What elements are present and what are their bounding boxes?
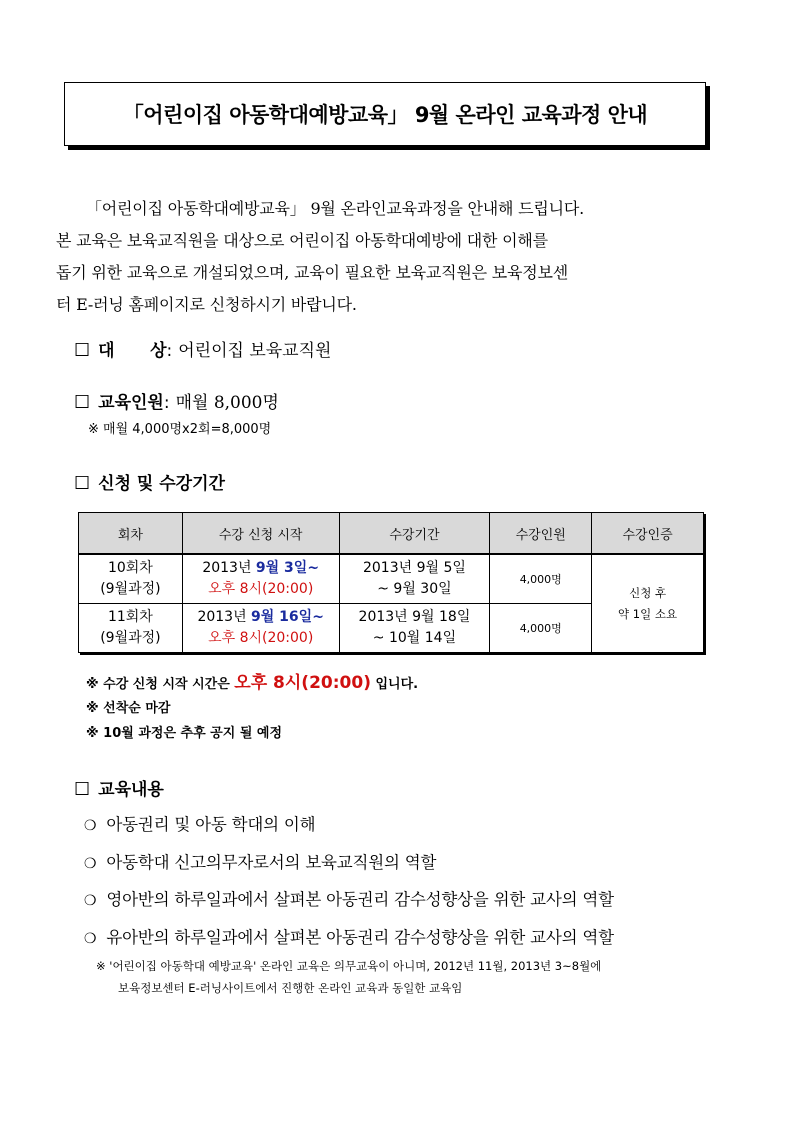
period-line1: 2013년 9월 18일 bbox=[358, 609, 471, 625]
list-item bbox=[84, 811, 315, 835]
count-cell: 4,000명 bbox=[490, 554, 592, 604]
content-item: 아동권리 및 아동 학대의 이해 bbox=[106, 815, 316, 834]
start-time: 오후 8시(20:00) bbox=[208, 581, 314, 597]
target-section bbox=[74, 336, 331, 361]
checkbox-icon: ☐ bbox=[74, 392, 91, 413]
capacity-section bbox=[74, 388, 279, 413]
round-cell bbox=[79, 554, 183, 604]
round-course: (9월과정) bbox=[100, 630, 161, 646]
checkbox-icon: ☐ bbox=[74, 340, 91, 361]
list-item bbox=[84, 924, 614, 948]
header-certification: 수강인증 bbox=[592, 513, 704, 555]
start-year: 2013년 bbox=[197, 609, 252, 625]
start-year: 2013년 bbox=[202, 560, 256, 576]
capacity-note: ※ 매월 4,000명x2회=8,000명 bbox=[88, 422, 272, 437]
period-line1: 2013년 9월 5일 bbox=[362, 560, 466, 576]
start-time: 오후 8시(20:00) bbox=[208, 630, 314, 646]
footnote bbox=[96, 955, 601, 999]
intro-line: 터 E-러닝 홈페이지로 신청하시기 바랍니다. bbox=[56, 295, 357, 314]
schedule-table bbox=[78, 512, 704, 653]
circle-bullet-icon: ❍ bbox=[84, 818, 97, 834]
note1-emphasis: 오후 8시(20:00) bbox=[234, 673, 371, 693]
target-colon: : bbox=[166, 341, 173, 361]
note-start-time bbox=[86, 668, 418, 693]
note1-prefix: ※ 수강 신청 시작 시간은 bbox=[86, 677, 235, 692]
target-label: 대 상 bbox=[98, 341, 167, 361]
note1-suffix: 입니다. bbox=[370, 677, 419, 692]
certification-line1: 신청 후 bbox=[629, 585, 667, 600]
footnote-line2: 보육정보센터 E-러닝사이트에서 진행한 온라인 교육과 동일한 교육임 bbox=[118, 981, 463, 995]
circle-bullet-icon: ❍ bbox=[84, 893, 97, 909]
target-value: 어린이집 보육교직원 bbox=[178, 341, 332, 361]
content-item: 유아반의 하루일과에서 살펴본 아동권리 감수성향상을 위한 교사의 역할 bbox=[106, 928, 614, 947]
content-label: 교육내용 bbox=[98, 780, 164, 800]
schedule-section bbox=[74, 469, 225, 494]
certification-line2: 약 1일 소요 bbox=[618, 606, 678, 621]
header-period: 수강기간 bbox=[339, 513, 490, 555]
circle-bullet-icon: ❍ bbox=[84, 856, 97, 872]
content-section bbox=[74, 775, 164, 800]
period-cell bbox=[339, 554, 490, 604]
table-header-row bbox=[79, 513, 704, 555]
header-round: 회차 bbox=[79, 513, 183, 555]
circle-bullet-icon: ❍ bbox=[84, 931, 97, 947]
title-box bbox=[64, 82, 706, 146]
round-cell bbox=[79, 604, 183, 653]
checkbox-icon: ☐ bbox=[74, 473, 91, 494]
table-row bbox=[79, 554, 704, 604]
period-cell bbox=[339, 604, 490, 653]
round-course: (9월과정) bbox=[100, 581, 161, 597]
intro-line: 본 교육은 보육교직원을 대상으로 어린이집 아동학대예방에 대한 이해를 bbox=[56, 231, 548, 250]
capacity-value: 매월 8,000명 bbox=[175, 393, 279, 413]
period-line2: ~ 9월 30일 bbox=[377, 581, 452, 597]
certification-cell bbox=[592, 554, 704, 653]
count-cell: 4,000명 bbox=[490, 604, 592, 653]
note-first-come: ※ 선착순 마감 bbox=[86, 701, 171, 716]
round-number: 10회차 bbox=[107, 560, 153, 576]
capacity-label: 교육인원 bbox=[98, 393, 164, 413]
note-october: ※ 10월 과정은 추후 공지 될 예정 bbox=[86, 726, 283, 741]
start-date: 9월 3일~ bbox=[255, 560, 320, 576]
intro-paragraph bbox=[56, 193, 712, 321]
start-cell bbox=[182, 604, 339, 653]
header-count: 수강인원 bbox=[490, 513, 592, 555]
start-date: 9월 16일~ bbox=[251, 609, 324, 625]
header-start: 수강 신청 시작 bbox=[182, 513, 339, 555]
round-number: 11회차 bbox=[107, 609, 153, 625]
start-cell bbox=[182, 554, 339, 604]
capacity-colon: : bbox=[163, 393, 170, 413]
checkbox-icon: ☐ bbox=[74, 779, 91, 800]
schedule-label: 신청 및 수강기간 bbox=[98, 474, 225, 494]
list-item bbox=[84, 886, 614, 910]
content-item: 영아반의 하루일과에서 살펴본 아동권리 감수성향상을 위한 교사의 역할 bbox=[106, 890, 614, 909]
footnote-line1: ※ '어린이집 아동학대 예방교육' 온라인 교육은 의무교육이 아니며, 2012년 11월, 2013년 3~8월에 bbox=[96, 959, 602, 973]
list-item bbox=[84, 849, 436, 873]
intro-line: 「어린이집 아동학대예방교육」 9월 온라인교육과정을 안내해 드립니다. bbox=[86, 199, 585, 218]
page-title: 「어린이집 아동학대예방교육」 9월 온라인 교육과정 안내 bbox=[122, 103, 648, 127]
intro-line: 돕기 위한 교육으로 개설되었으며, 교육이 필요한 보육교직원은 보육정보센 bbox=[56, 263, 569, 282]
period-line2: ~ 10월 14일 bbox=[372, 630, 457, 646]
content-item: 아동학대 신고의무자로서의 보육교직원의 역할 bbox=[106, 853, 437, 872]
